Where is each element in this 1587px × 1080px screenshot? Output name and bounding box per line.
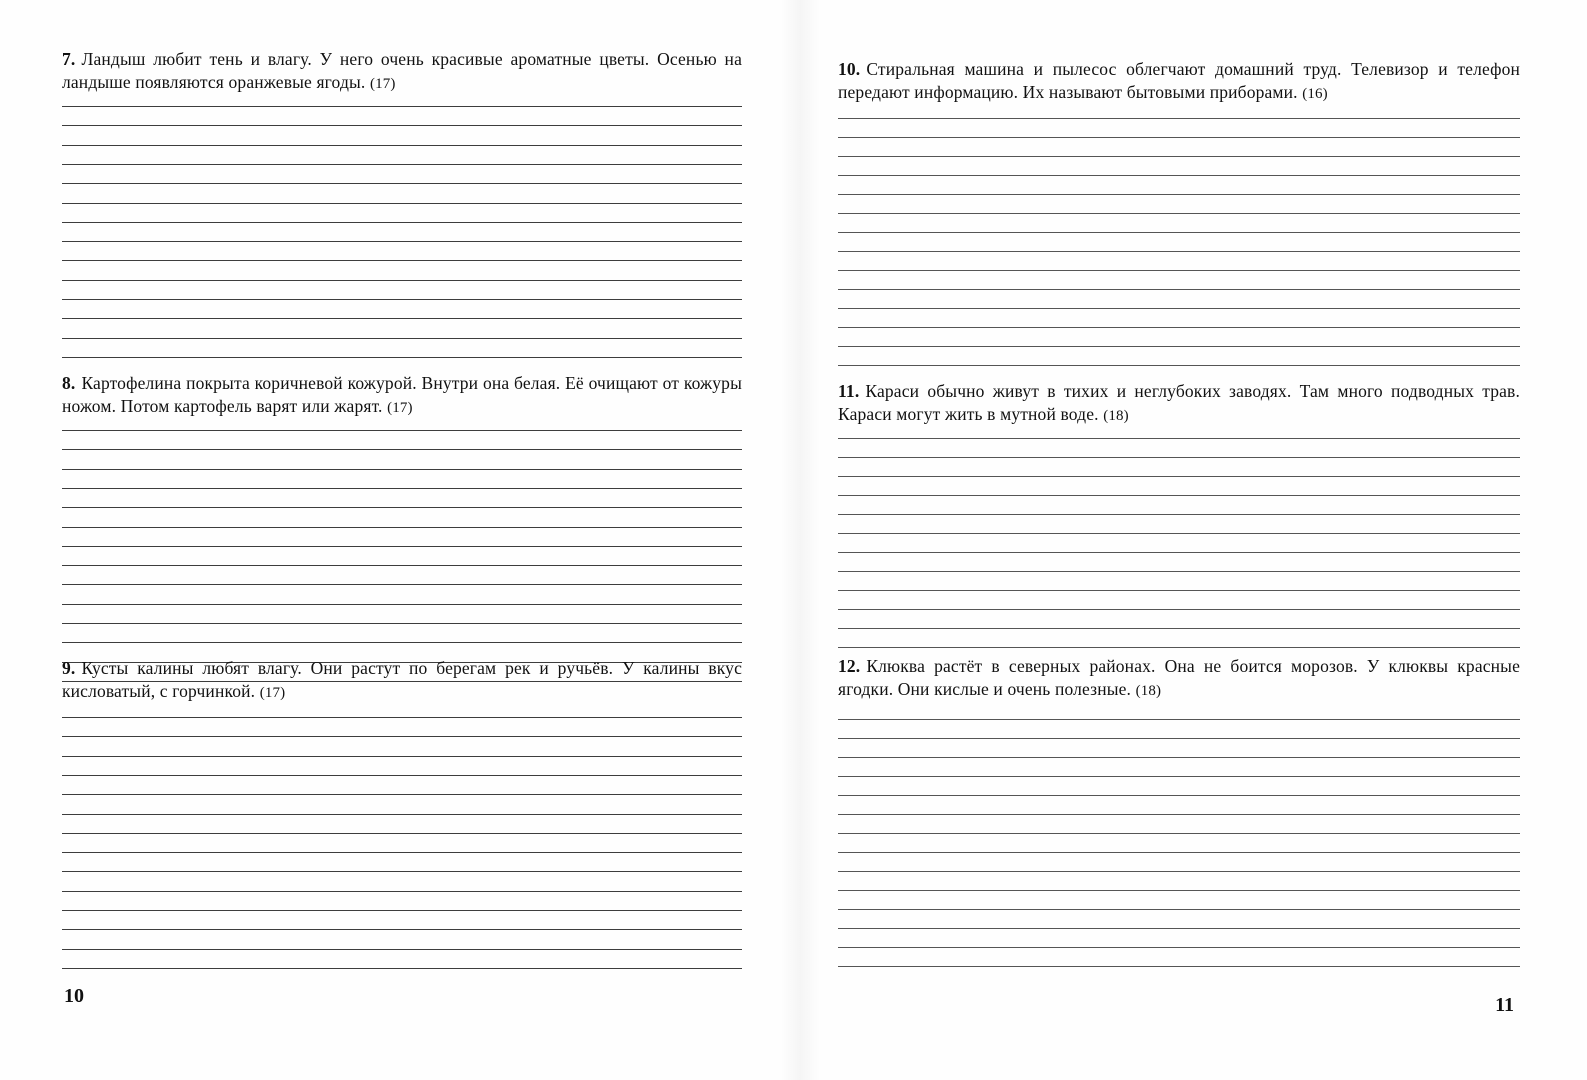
writing-line (838, 609, 1520, 610)
exercise-number: 8. (62, 373, 76, 393)
word-count: (18) (1103, 408, 1129, 424)
writing-line (838, 327, 1520, 328)
exercise-8-text (62, 372, 742, 420)
writing-line (838, 137, 1520, 138)
word-count: (18) (1135, 683, 1162, 699)
writing-line (62, 949, 742, 950)
writing-line (838, 457, 1520, 458)
writing-lines[interactable] (838, 118, 1520, 384)
writing-line (62, 584, 742, 585)
writing-line (838, 738, 1520, 739)
book-gutter (780, 0, 820, 1080)
writing-line (838, 909, 1520, 910)
writing-line (62, 871, 742, 872)
writing-lines[interactable] (838, 438, 1520, 666)
writing-line (838, 175, 1520, 176)
word-count: (17) (387, 400, 413, 416)
writing-line (62, 299, 742, 300)
exercise-sentence: Стиральная машина и пылесос облегчают домашний труд. Телевизор и телефон передают информацию. Их называют бытовыми приборами. (838, 59, 1520, 102)
writing-line (62, 183, 742, 184)
page-number: 10 (64, 985, 84, 1007)
writing-line (62, 449, 742, 450)
writing-line (838, 270, 1520, 271)
page-number: 11 (1495, 994, 1514, 1016)
exercise-sentence: Караси обычно живут в тихих и неглубоких заводях. Там много подводных трав. Караси могут жить в мутной воде. (838, 381, 1520, 424)
exercise-8 (62, 372, 742, 420)
writing-line (62, 929, 742, 930)
writing-line (62, 241, 742, 242)
writing-line (838, 571, 1520, 572)
exercise-sentence: Картофелина покрыта коричневой кожурой. Внутри она белая. Её очищают от кожуры ножом. Потом картофель варят или жарят. (62, 373, 742, 416)
writing-line (838, 308, 1520, 309)
exercise-number: 11. (838, 381, 860, 401)
writing-line (838, 590, 1520, 591)
writing-line (62, 222, 742, 223)
writing-line (62, 756, 742, 757)
exercise-9-text (62, 657, 742, 705)
right-page (838, 0, 1520, 1080)
exercise-12-text (838, 655, 1520, 703)
exercise-7 (62, 48, 742, 96)
writing-line (838, 514, 1520, 515)
writing-lines[interactable] (838, 719, 1520, 985)
writing-line (62, 203, 742, 204)
left-page (62, 0, 742, 1080)
writing-line (62, 357, 742, 358)
writing-line (838, 118, 1520, 119)
writing-line (62, 910, 742, 911)
writing-lines[interactable] (62, 106, 742, 376)
writing-line (838, 533, 1520, 534)
writing-line (838, 928, 1520, 929)
writing-line (62, 546, 742, 547)
word-count: (17) (369, 76, 396, 92)
writing-line (838, 947, 1520, 948)
writing-line (62, 469, 742, 470)
writing-line (838, 495, 1520, 496)
exercise-number: 7. (62, 49, 76, 69)
writing-line (62, 507, 742, 508)
writing-line (62, 968, 742, 969)
writing-line (62, 565, 742, 566)
exercise-sentence: Кусты калины любят влагу. Они растут по берегам рек и ручьёв. У калины вкус кисловатый, с горчинкой. (62, 658, 742, 701)
writing-line (62, 280, 742, 281)
writing-line (62, 125, 742, 126)
writing-line (62, 623, 742, 624)
exercise-number: 9. (62, 658, 76, 678)
writing-line (838, 890, 1520, 891)
writing-line (838, 156, 1520, 157)
exercise-sentence: Клюква растёт в северных районах. Она не боится морозов. У клюквы красные ягодки. Они кислые и очень полезные. (838, 656, 1520, 699)
writing-line (838, 476, 1520, 477)
writing-line (838, 757, 1520, 758)
writing-lines[interactable] (62, 717, 742, 987)
writing-line (62, 527, 742, 528)
writing-line (838, 647, 1520, 648)
exercise-11 (838, 380, 1520, 428)
word-count: (17) (259, 685, 286, 701)
writing-line (62, 814, 742, 815)
writing-line (838, 346, 1520, 347)
writing-line (838, 438, 1520, 439)
exercise-number: 12. (838, 656, 861, 676)
exercise-10 (838, 58, 1520, 106)
writing-line (62, 717, 742, 718)
writing-line (62, 164, 742, 165)
writing-line (62, 642, 742, 643)
exercise-11-text (838, 380, 1520, 428)
writing-line (838, 365, 1520, 366)
exercise-9 (62, 657, 742, 705)
writing-line (838, 251, 1520, 252)
writing-line (838, 871, 1520, 872)
word-count: (16) (1302, 86, 1328, 102)
writing-line (62, 106, 742, 107)
exercise-12 (838, 655, 1520, 703)
exercise-7-text (62, 48, 742, 96)
writing-line (62, 833, 742, 834)
writing-line (62, 775, 742, 776)
writing-line (62, 338, 742, 339)
writing-line (838, 628, 1520, 629)
writing-line (62, 260, 742, 261)
writing-line (838, 795, 1520, 796)
writing-line (62, 736, 742, 737)
writing-line (838, 966, 1520, 967)
writing-line (838, 289, 1520, 290)
writing-line (62, 891, 742, 892)
writing-line (62, 430, 742, 431)
exercise-number: 10. (838, 59, 861, 79)
exercise-sentence: Ландыш любит тень и влагу. У него очень красивые ароматные цветы. Осенью на ландыше появляются оранжевые ягоды. (62, 49, 742, 92)
writing-line (838, 776, 1520, 777)
writing-line (62, 318, 742, 319)
writing-line (838, 814, 1520, 815)
writing-line (62, 145, 742, 146)
writing-line (838, 719, 1520, 720)
writing-line (62, 604, 742, 605)
writing-line (838, 213, 1520, 214)
writing-line (62, 852, 742, 853)
exercise-10-text (838, 58, 1520, 106)
writing-line (62, 794, 742, 795)
writing-line (838, 232, 1520, 233)
writing-line (838, 833, 1520, 834)
writing-line (838, 194, 1520, 195)
writing-line (838, 852, 1520, 853)
writing-line (62, 488, 742, 489)
writing-line (838, 552, 1520, 553)
